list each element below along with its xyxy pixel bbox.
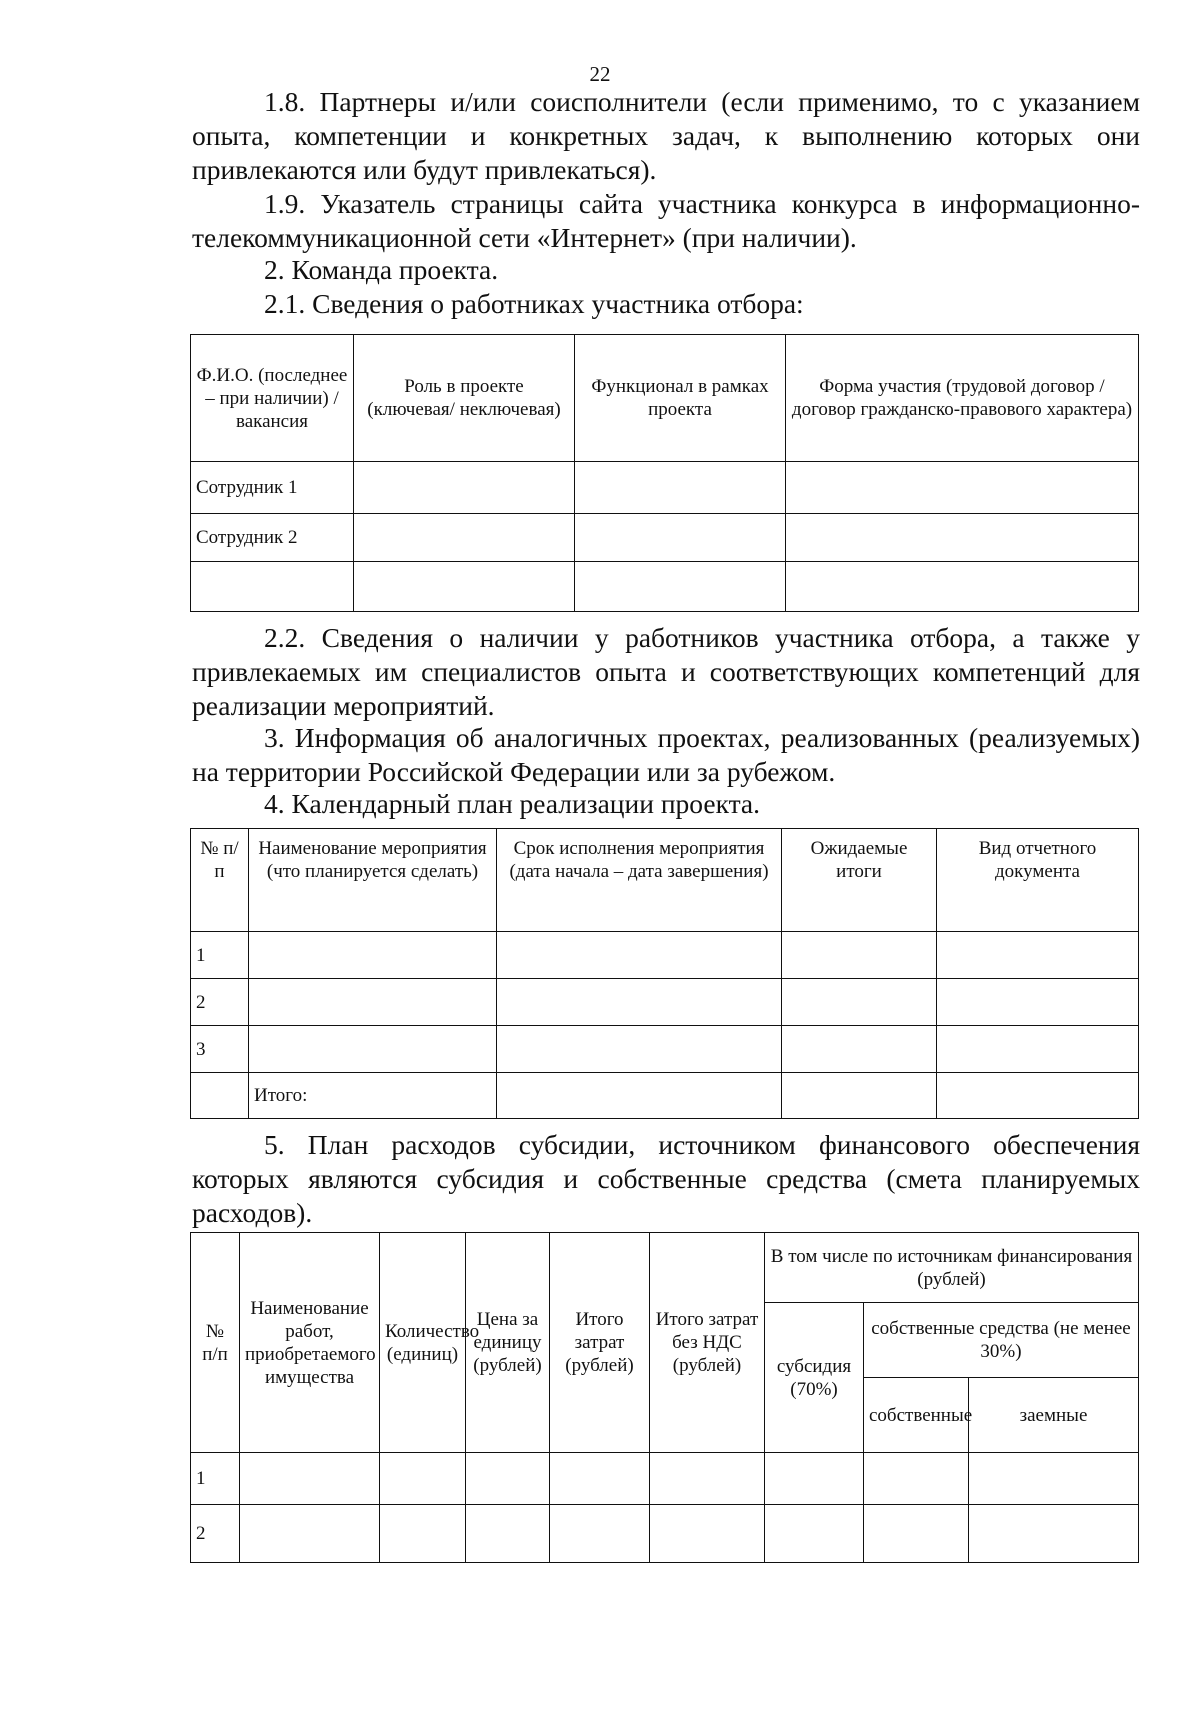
budget-header-row-1 — [191, 1233, 1139, 1303]
table-row — [191, 562, 1139, 612]
table-row — [191, 932, 1139, 979]
staff-cell-name — [191, 562, 354, 612]
staff-cell-name: Сотрудник 2 — [191, 514, 354, 562]
staff-header-form: Форма участия (трудовой договор / договор гражданско-правового характера) — [786, 335, 1139, 462]
budget-header-num: № п/п — [191, 1233, 240, 1453]
table-cell — [354, 462, 575, 514]
paragraph-4: 4. Календарный план реализации проекта. — [264, 788, 761, 819]
table-cell — [240, 1505, 380, 1563]
budget-cell-num: 1 — [191, 1453, 240, 1505]
table-row — [191, 1505, 1139, 1563]
table-cell — [786, 562, 1139, 612]
table-row — [191, 462, 1139, 514]
budget-header-borrowed: заемные — [969, 1378, 1139, 1453]
plan-header-results: Ожидаемые итоги — [782, 829, 937, 932]
paragraph-3: 3. Информация об аналогичных проектах, реализованных (реализуемых) на территории Российской Федерации или за рубежом. — [192, 722, 1140, 787]
paragraph-1-8: 1.8. Партнеры и/или соисполнители (если применимо, то с указанием опыта, компетенции и конкретных задач, к выполнению которых они привлекаются или будут привлекаться). — [192, 86, 1140, 185]
table-row — [191, 1453, 1139, 1505]
paragraph-5: 5. План расходов субсидии, источником финансового обеспечения которых являются субсидия и собственные средства (смета планируемых расходов). — [192, 1129, 1140, 1228]
budget-header-own-funds: собственные средства (не менее 30%) — [864, 1303, 1139, 1378]
budget-header-subsidy: субсидия (70%) — [765, 1303, 864, 1453]
table-cell — [969, 1505, 1139, 1563]
calendar-plan-table — [190, 828, 1139, 1119]
table-row — [191, 1026, 1139, 1073]
paragraph-2-2: 2.2. Сведения о наличии у работников участника отбора, а также у привлекаемых им специалистов опыта и соответствующих компетенций для реализации мероприятий. — [192, 622, 1140, 721]
table-cell — [380, 1453, 466, 1505]
plan-table-header — [191, 829, 1139, 932]
table-cell — [354, 562, 575, 612]
plan-cell-num: 1 — [191, 932, 249, 979]
table-cell — [937, 1073, 1139, 1119]
staff-header-role: Роль в проекте (ключевая/ неключевая) — [354, 335, 575, 462]
table-cell — [937, 979, 1139, 1026]
budget-header-name: Наименование работ, приобретаемого имущества — [240, 1233, 380, 1453]
budget-header-price: Цена за единицу (рублей) — [466, 1233, 550, 1453]
paragraph-1-9: 1.9. Указатель страницы сайта участника конкурса в информационно-телекоммуникационной сети «Интернет» (при наличии). — [192, 188, 1140, 253]
table-cell — [937, 1026, 1139, 1073]
table-cell — [575, 462, 786, 514]
table-cell — [937, 932, 1139, 979]
budget-header-sources: В том числе по источникам финансирования (рублей) — [765, 1233, 1139, 1303]
budget-header-total-novat: Итого затрат без НДС (рублей) — [650, 1233, 765, 1453]
table-cell — [864, 1505, 969, 1563]
table-cell — [765, 1453, 864, 1505]
plan-header-deadline: Срок исполнения мероприятия (дата начала – дата завершения) — [497, 829, 782, 932]
budget-header-total: Итого затрат (рублей) — [550, 1233, 650, 1453]
table-cell — [786, 514, 1139, 562]
table-cell — [497, 979, 782, 1026]
staff-cell-name: Сотрудник 1 — [191, 462, 354, 514]
table-cell — [765, 1505, 864, 1563]
staff-table — [190, 334, 1139, 612]
staff-header-function: Функционал в рамках проекта — [575, 335, 786, 462]
paragraph-2: 2. Команда проекта. — [264, 254, 499, 285]
table-cell — [782, 1073, 937, 1119]
plan-total-row — [191, 1073, 1139, 1119]
plan-cell-num: 3 — [191, 1026, 249, 1073]
page-number: 22 — [589, 62, 611, 86]
plan-header-report: Вид отчетного документа — [937, 829, 1139, 932]
table-cell — [249, 979, 497, 1026]
paragraph-2-1: 2.1. Сведения о работниках участника отбора: — [264, 288, 804, 319]
plan-header-event: Наименование мероприятия (что планируется сделать) — [249, 829, 497, 932]
table-cell — [575, 514, 786, 562]
table-cell — [240, 1453, 380, 1505]
table-cell — [575, 562, 786, 612]
table-cell — [380, 1505, 466, 1563]
table-cell — [497, 1073, 782, 1119]
table-cell — [650, 1505, 765, 1563]
staff-header-name: Ф.И.О. (последнее – при наличии) / вакансия — [191, 335, 354, 462]
table-cell — [782, 1026, 937, 1073]
budget-header-qty: Количество (единиц) — [380, 1233, 466, 1453]
staff-table-header — [191, 335, 1139, 462]
table-cell — [969, 1453, 1139, 1505]
table-cell — [497, 1026, 782, 1073]
table-row — [191, 514, 1139, 562]
table-cell — [550, 1453, 650, 1505]
table-cell — [786, 462, 1139, 514]
table-cell — [466, 1505, 550, 1563]
plan-header-num: № п/п — [191, 829, 249, 932]
plan-total-label: Итого: — [249, 1073, 497, 1119]
table-cell — [354, 514, 575, 562]
table-cell — [191, 1073, 249, 1119]
plan-cell-num: 2 — [191, 979, 249, 1026]
table-cell — [650, 1453, 765, 1505]
table-cell — [550, 1505, 650, 1563]
table-cell — [249, 1026, 497, 1073]
table-cell — [782, 979, 937, 1026]
budget-header-own: собственные — [864, 1378, 969, 1453]
table-cell — [497, 932, 782, 979]
table-cell — [782, 932, 937, 979]
table-cell — [864, 1453, 969, 1505]
table-cell — [249, 932, 497, 979]
budget-table — [190, 1232, 1139, 1563]
table-row — [191, 979, 1139, 1026]
budget-cell-num: 2 — [191, 1505, 240, 1563]
table-cell — [466, 1453, 550, 1505]
